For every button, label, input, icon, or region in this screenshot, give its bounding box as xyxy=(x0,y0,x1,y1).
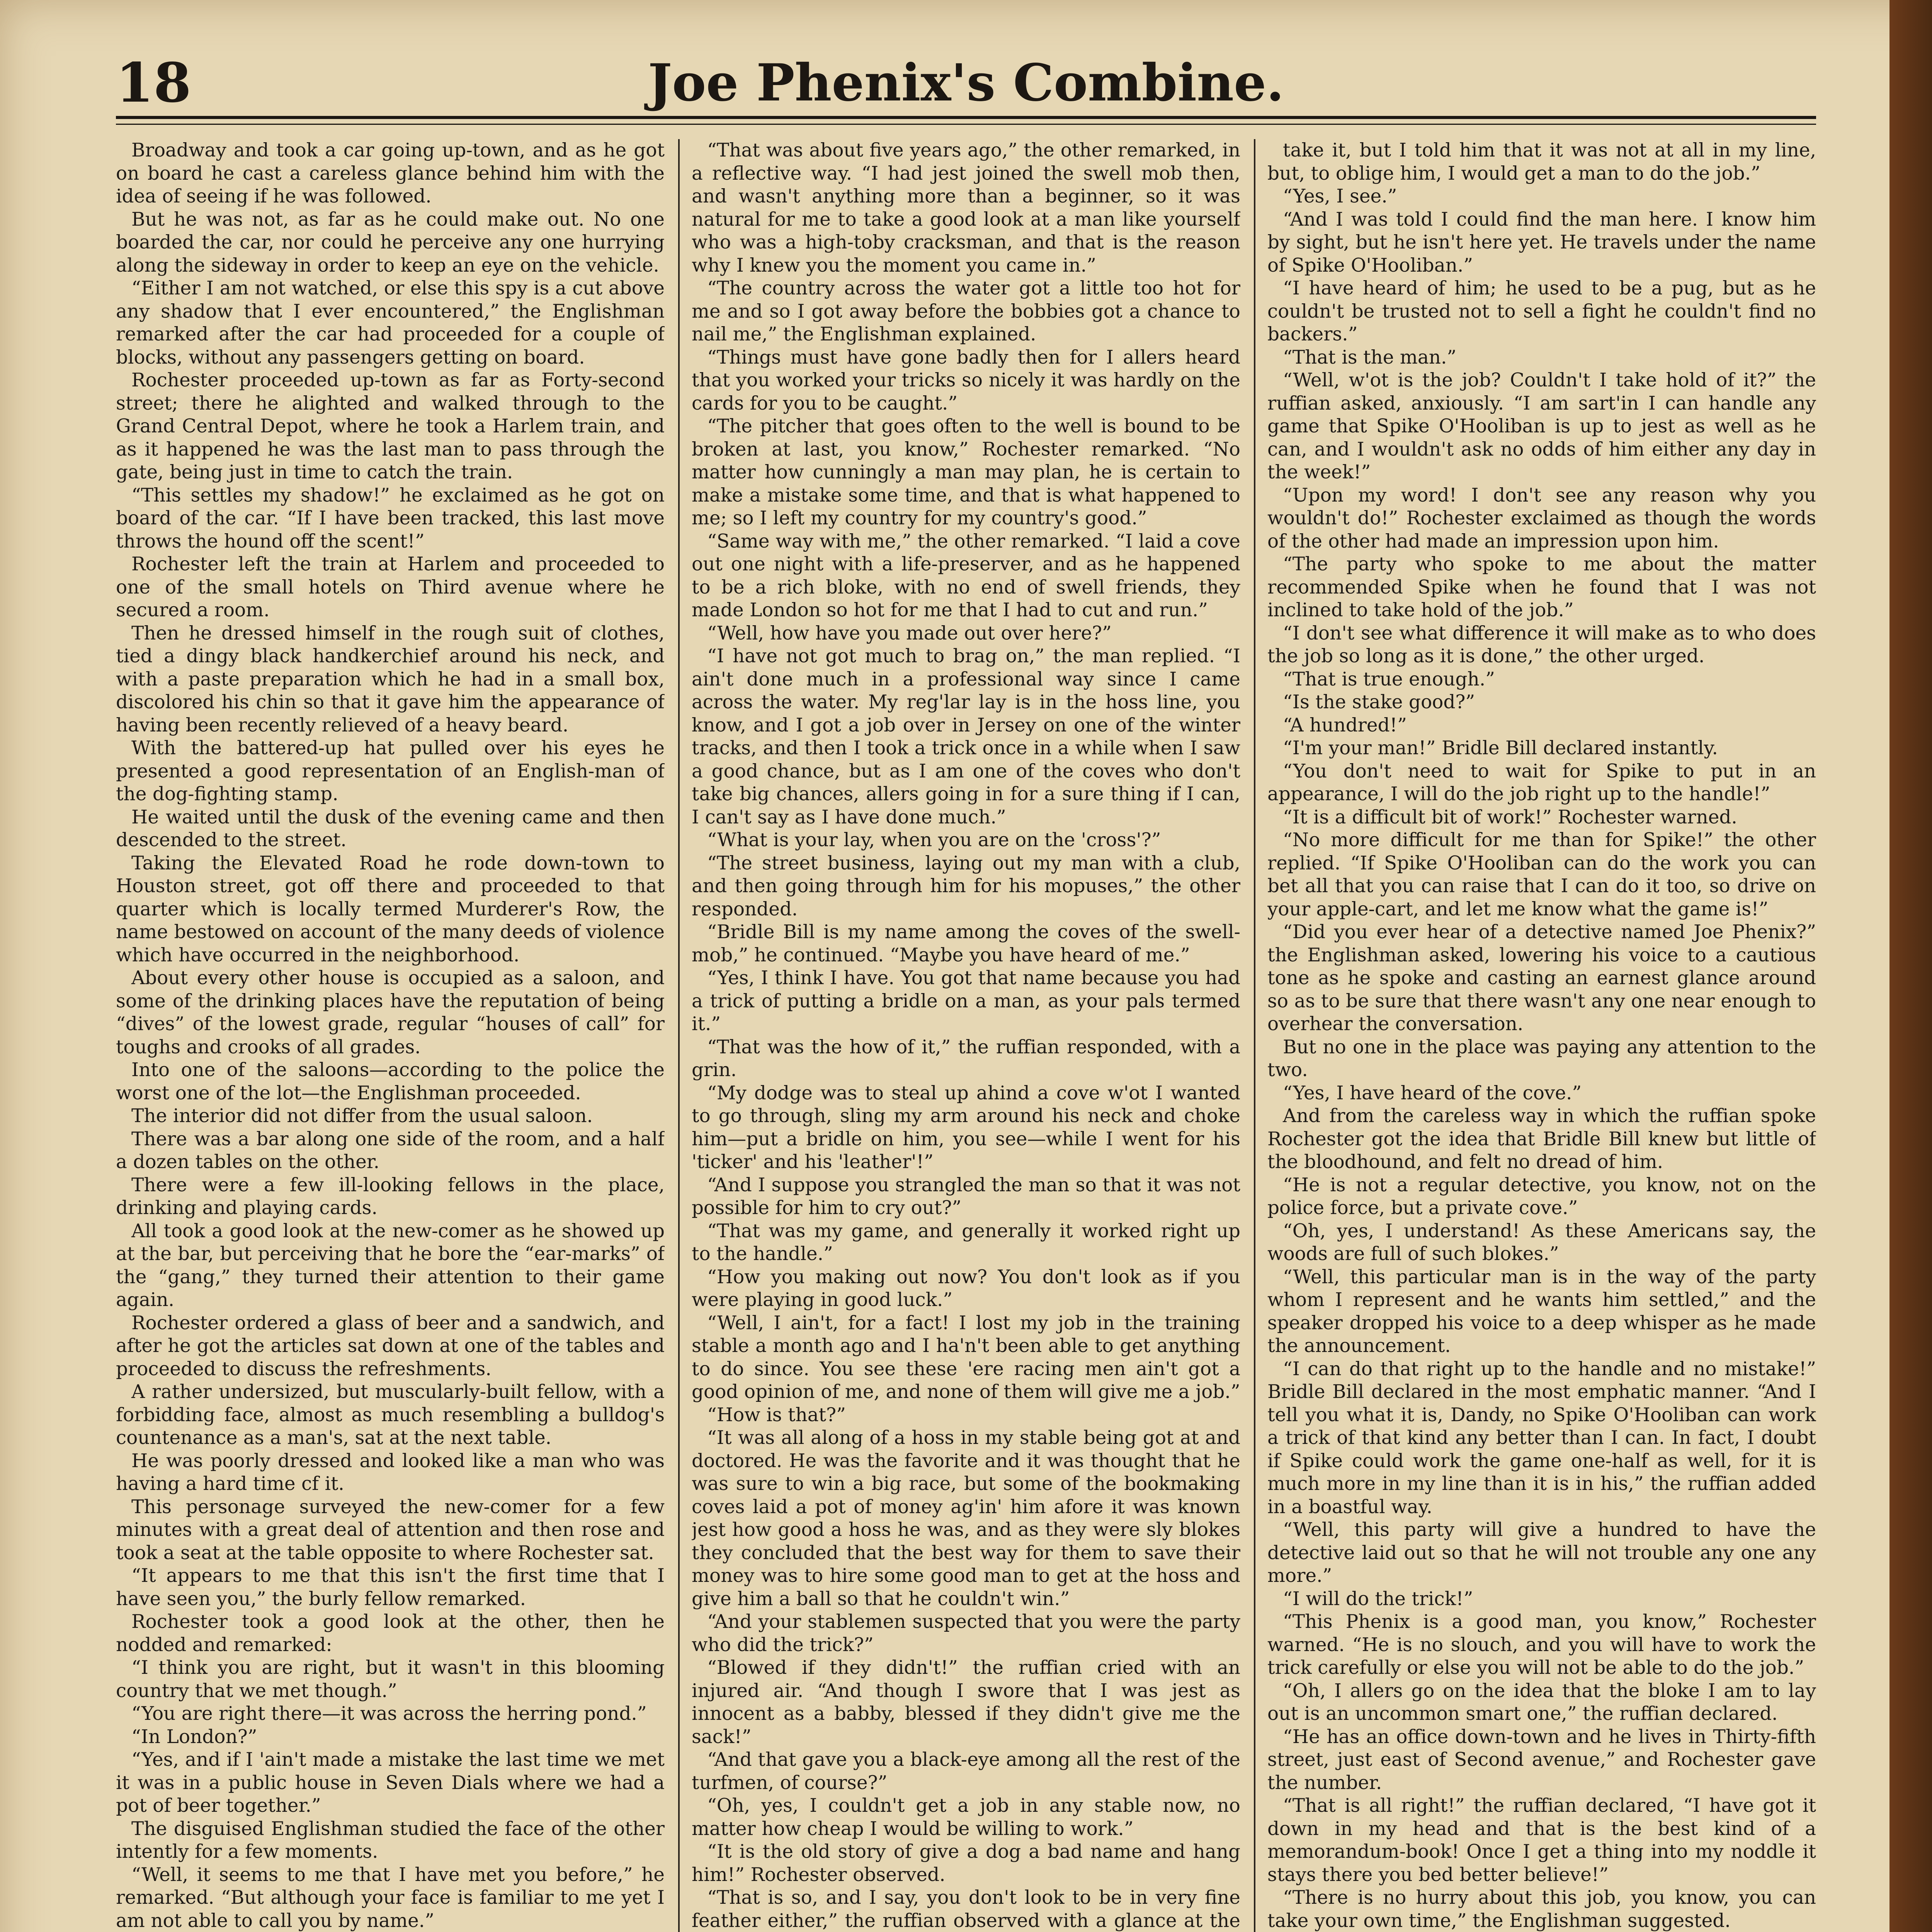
paragraph: But no one in the place was paying any attention to the two. xyxy=(1267,1036,1816,1081)
paragraph: “How you making out now? You don't look as if you were playing in good luck.” xyxy=(692,1266,1240,1311)
paragraph: “Upon my word! I don't see any reason why you wouldn't do!” Rochester exclaimed as though the words of the other had made an impression upon him. xyxy=(1267,484,1816,552)
paragraph: “Yes, and if I 'ain't made a mistake the last time we met it was in a public house in Seven Dials where we had a pot of beer together.” xyxy=(116,1749,665,1816)
paragraph: “Well, it seems to me that I have met you before,” he remarked. “But although your face is familiar to me yet I am not able to call you by name.” xyxy=(116,1864,665,1932)
paragraph: Rochester proceeded up-town as far as Forty-second street; there he alighted and walked through to the Grand Central Depot, where he took a Harlem train, and as it happened he was the last man to pass through the gate, being just in time to catch the train. xyxy=(116,369,665,483)
paragraph: Taking the Elevated Road he rode down-town to Houston street, got off there and proceeded to that quarter which is locally termed Murderer's Row, the name bestowed on account of the many deeds of violence which have occurred in the neighborhood. xyxy=(116,852,665,966)
paragraph: Rochester ordered a glass of beer and a sandwich, and after he got the articles sat down at one of the tables and proceeded to discuss the refreshments. xyxy=(116,1312,665,1380)
paragraph: The disguised Englishman studied the face of the other intently for a few moments. xyxy=(116,1818,665,1862)
paragraph: There was a bar along one side of the room, and a half a dozen tables on the other. xyxy=(116,1128,665,1173)
paragraph: There were a few ill-looking fellows in the place, drinking and playing cards. xyxy=(116,1174,665,1219)
paragraph: “That is true enough.” xyxy=(1283,668,1495,690)
paragraph: “Well, this party will give a hundred to have the detective laid out so that he will not trouble any one any more.” xyxy=(1267,1519,1816,1587)
paragraph: “And I was told I could find the man here. I know him by sight, but he isn't here yet. He travels under the name of Spike O'Hooliban.” xyxy=(1267,208,1816,276)
page-number: 18 xyxy=(116,51,191,115)
paragraph: “This Phenix is a good man, you know,” Rochester warned. “He is no slouch, and you will have to work the trick carefully or else you will not be able to do the job.” xyxy=(1267,1611,1816,1679)
paragraph: “It is the old story of give a dog a bad name and hang him!” Rochester observed. xyxy=(692,1841,1240,1886)
column-rule xyxy=(678,139,680,1932)
column-rule xyxy=(1254,139,1255,1932)
paragraph: “No more difficult for me than for Spike!” the other replied. “If Spike O'Hooliban can do the work you can bet all that you can raise that I can do it too, so drive on your apple-cart, and let me know what the game is!” xyxy=(1267,829,1816,920)
text-column-2 xyxy=(692,139,1240,1932)
paragraph: “The pitcher that goes often to the well is bound to be broken at last, you know,” Rochester remarked. “No matter how cunningly a man may plan, he is certain to make a mistake some time, and that is what happened to me; so I left my country for my country's good.” xyxy=(692,415,1240,529)
paragraph: “You don't need to wait for Spike to put in an appearance, I will do the job right up to the handle!” xyxy=(1267,760,1816,805)
paragraph: “He has an office down-town and he lives in Thirty-fifth street, just east of Second avenue,” and Rochester gave the number. xyxy=(1267,1726,1816,1794)
paragraph: A rather undersized, but muscularly-built fellow, with a forbidding face, almost as much resembling a bulldog's countenance as a man's, sat at the next table. xyxy=(116,1381,665,1449)
paragraph: “The country across the water got a little too hot for me and so I got away before the bobbies got a chance to nail me,” the Englishman explained. xyxy=(692,277,1240,345)
paragraph: “Same way with me,” the other remarked. “I laid a cove out one night with a life-preserver, and as he happened to be a rich bloke, with no end of swell friends, they made London so hot for me that I had to cut and run.” xyxy=(692,530,1240,621)
paragraph: “That is all right!” the ruffian declared, “I have got it down in my head and that is the best kind of a memorandum-book! Once I get a thing into my noddle it stays there you bed better believe!” xyxy=(1267,1795,1816,1886)
paragraph: “I think you are right, but it wasn't in this blooming country that we met though.” xyxy=(116,1657,665,1702)
text-column-3 xyxy=(1267,139,1816,1932)
paragraph: About every other house is occupied as a saloon, and some of the drinking places have the reputation of being “dives” of the lowest grade, regular “houses of call” for toughs and crooks of all grades. xyxy=(116,967,665,1058)
paragraph: “I will do the trick!” xyxy=(1283,1588,1473,1610)
paragraph: Rochester left the train at Harlem and proceeded to one of the small hotels on Third avenue where he secured a room. xyxy=(116,553,665,621)
paragraph: Rochester took a good look at the other, then he nodded and remarked: xyxy=(116,1611,665,1656)
paragraph: “Well, how have you made out over here?” xyxy=(707,622,1112,644)
page-background-edge xyxy=(1889,0,1932,1932)
paragraph: The interior did not differ from the usual saloon. xyxy=(131,1105,593,1127)
paragraph: This personage surveyed the new-comer for a few minutes with a great deal of attention and then rose and took a seat at the table opposite to where Rochester sat. xyxy=(116,1496,665,1564)
paragraph: All took a good look at the new-comer as he showed up at the bar, but perceiving that he bore the “ear-marks” of the “gang,” they turned their attention to their game again. xyxy=(116,1220,665,1311)
paragraph: With the battered-up hat pulled over his eyes he presented a good representation of an English-man of the dog-fighting stamp. xyxy=(116,737,665,805)
paragraph: “A hundred!” xyxy=(1283,714,1407,736)
paragraph: Into one of the saloons—according to the police the worst one of the lot—the Englishman proceeded. xyxy=(116,1059,665,1104)
paragraph: He waited until the dusk of the evening came and then descended to the street. xyxy=(116,806,665,851)
paragraph: Then he dressed himself in the rough suit of clothes, tied a dingy black handkerchief around his neck, and with a paste preparation which he had in a small box, discolored his chin so that it gave him the appearance of having been recently relieved of a heavy beard. xyxy=(116,622,665,736)
paragraph: “I have not got much to brag on,” the man replied. “I ain't done much in a professional way since I came across the water. My reg'lar lay is in the hoss line, you know, and I got a job over in Jersey on one of the winter tracks, and then I took a trick once in a while when I saw a good chance, but as I am one of the coves who don't take big chances, allers going in for a sure thing if I can, I can't say as I have done much.” xyxy=(692,645,1240,828)
paragraph: “There is no hurry about this job, you know, you can take your own time,” the Englishman suggested. xyxy=(1267,1887,1816,1932)
paragraph: “This settles my shadow!” he exclaimed as he got on board of the car. “If I have been tracked, this last move throws the hound off the scent!” xyxy=(116,484,665,552)
running-title: Joe Phenix's Combine. xyxy=(648,53,1284,113)
paragraph: “The party who spoke to me about the matter recommended Spike when he found that I was not inclined to take hold of the job.” xyxy=(1267,553,1816,621)
paragraph: “And I suppose you strangled the man so that it was not possible for him to cry out?” xyxy=(692,1174,1240,1219)
paragraph: “In London?” xyxy=(131,1726,257,1748)
paragraph: And from the careless way in which the ruffian spoke Rochester got the idea that Bridle Bill knew but little of the bloodhound, and felt no dread of him. xyxy=(1267,1105,1816,1173)
paragraph: “Well, w'ot is the job? Couldn't I take hold of it?” the ruffian asked, anxiously. “I am sart'in I can handle any game that Spike O'Hooliban is up to jest as well as he can, and I wouldn't ask no odds of him either any day in the week!” xyxy=(1267,369,1816,483)
paragraph: “My dodge was to steal up ahind a cove w'ot I wanted to go through, sling my arm around his neck and choke him—put a bridle on him, you see—while I went for his 'ticker' and his 'leather'!” xyxy=(692,1082,1240,1173)
paragraph: He was poorly dressed and looked like a man who was having a hard time cf it. xyxy=(116,1450,665,1495)
paragraph: “Either I am not watched, or else this spy is a cut above any shadow that I ever encountered,” the Englishman remarked after the car had proceeded for a couple of blocks, without any passengers getting on board. xyxy=(116,277,665,368)
paragraph: “And that gave you a black-eye among all the rest of the turfmen, of course?” xyxy=(692,1749,1240,1794)
header-rule xyxy=(116,116,1816,119)
paragraph: “How is that?” xyxy=(707,1404,846,1426)
paragraph: “He is not a regular detective, you know, not on the police force, but a private cove.” xyxy=(1267,1174,1816,1219)
paragraph: “You are right there—it was across the herring pond.” xyxy=(131,1703,647,1725)
paragraph: “Bridle Bill is my name among the coves of the swell-mob,” he continued. “Maybe you have heard of me.” xyxy=(692,921,1240,966)
paragraph: take it, but I told him that it was not at all in my line, but, to oblige him, I would get a man to do the job.” xyxy=(1267,139,1816,184)
paragraph: “Blowed if they didn't!” the ruffian cried with an injured air. “And though I swore that I was jest as innocent as a babby, blessed if they didn't give me the sack!” xyxy=(692,1657,1240,1748)
page-header xyxy=(116,39,1816,120)
paragraph: “Well, this particular man is in the way of the party whom I represent and he wants him settled,” and the speaker dropped his voice to a deep whisper as he made the announcement. xyxy=(1267,1266,1816,1357)
paragraph: “Things must have gone badly then for I allers heard that you worked your tricks so nicely it was hardly on the cards for you to be caught.” xyxy=(692,346,1240,414)
paragraph: “Well, I ain't, for a fact! I lost my job in the training stable a month ago and I ha'n't been able to get anything to do since. You see these 'ere racing men ain't got a good opinion of me, and none of them will give me a job.” xyxy=(692,1312,1240,1403)
paragraph: “I'm your man!” Bridle Bill declared instantly. xyxy=(1283,737,1718,759)
paragraph: “I can do that right up to the handle and no mistake!” Bridle Bill declared in the most emphatic manner. “And I tell you what it is, Dandy, no Spike O'Hooliban can work a trick of that kind any better than I can. In fact, I doubt if Spike could work the game one-half as well, for it is much more in my line than it is in his,” the ruffian added in a boastful way. xyxy=(1267,1358,1816,1518)
paragraph: “It was all along of a hoss in my stable being got at and doctored. He was the favorite and it was thought that he was sure to win a big race, but some of the bookmaking coves laid a pot of money ag'in' him afore it was known jest how good a hoss he was, and as they were sly blokes they concluded that the best way for them to save their money was to hire some good man to get at the hoss and give him a ball so that he couldn't win.” xyxy=(692,1427,1240,1610)
paragraph: “And your stablemen suspected that you were the party who did the trick?” xyxy=(692,1611,1240,1656)
paragraph: Broadway and took a car going up-town, and as he got on board he cast a careless glance behind him with the idea of seeing if he was followed. xyxy=(116,139,665,207)
paragraph: “That was my game, and generally it worked right up to the handle.” xyxy=(692,1220,1240,1265)
paragraph: “What is your lay, when you are on the 'cross'?” xyxy=(707,829,1161,851)
paragraph: “That is so, and I say, you don't look to be in very fine feather either,” the ruffian observed with a glance at the xyxy=(692,1887,1240,1932)
text-columns xyxy=(116,139,1816,1932)
paragraph: “Yes, I think I have. You got that name because you had a trick of putting a bridle on a man, as your pals termed it.” xyxy=(692,967,1240,1035)
paragraph: “Oh, yes, I couldn't get a job in any stable now, no matter how cheap I would be willing to work.” xyxy=(692,1795,1240,1840)
paragraph: “It is a difficult bit of work!” Rochester warned. xyxy=(1283,806,1737,828)
paragraph: “Oh, yes, I understand! As these Americans say, the woods are full of such blokes.” xyxy=(1267,1220,1816,1265)
paragraph: “Did you ever hear of a detective named Joe Phenix?” the Englishman asked, lowering his voice to a cautious tone as he spoke and casting an earnest glance around so as to be sure that there wasn't any one near enough to overhear the conversation. xyxy=(1267,921,1816,1035)
paragraph: “I don't see what difference it will make as to who does the job so long as it is done,” the other urged. xyxy=(1267,622,1816,667)
header-rule-thin xyxy=(116,124,1816,125)
paragraph: “It appears to me that this isn't the first time that I have seen you,” the burly fellow remarked. xyxy=(116,1565,665,1610)
paragraph: “Yes, I see.” xyxy=(1283,185,1397,207)
paragraph: “Yes, I have heard of the cove.” xyxy=(1283,1082,1582,1104)
paragraph: “Oh, I allers go on the idea that the bloke I am to lay out is an uncommon smart one,” the ruffian declared. xyxy=(1267,1680,1816,1725)
paragraph: “I have heard of him; he used to be a pug, but as he couldn't be trusted not to sell a fight he couldn't find no backers.” xyxy=(1267,277,1816,345)
paragraph: “Is the stake good?” xyxy=(1283,691,1475,713)
paragraph: “The street business, laying out my man with a club, and then going through him for his mopuses,” the other responded. xyxy=(692,852,1240,920)
paragraph: “That was the how of it,” the ruffian responded, with a grin. xyxy=(692,1036,1240,1081)
paragraph: But he was not, as far as he could make out. No one boarded the car, nor could he perceive any one hurrying along the sideway in order to keep an eye on the vehicle. xyxy=(116,208,665,276)
paragraph: “That was about five years ago,” the other remarked, in a reflective way. “I had jest joined the swell mob then, and wasn't anything more than a beginner, so it was natural for me to take a good look at a man like yourself who was a high-toby cracksman, and that is the reason why I knew you the moment you came in.” xyxy=(692,139,1240,276)
paragraph: “That is the man.” xyxy=(1283,346,1457,368)
text-column-1 xyxy=(116,139,665,1932)
